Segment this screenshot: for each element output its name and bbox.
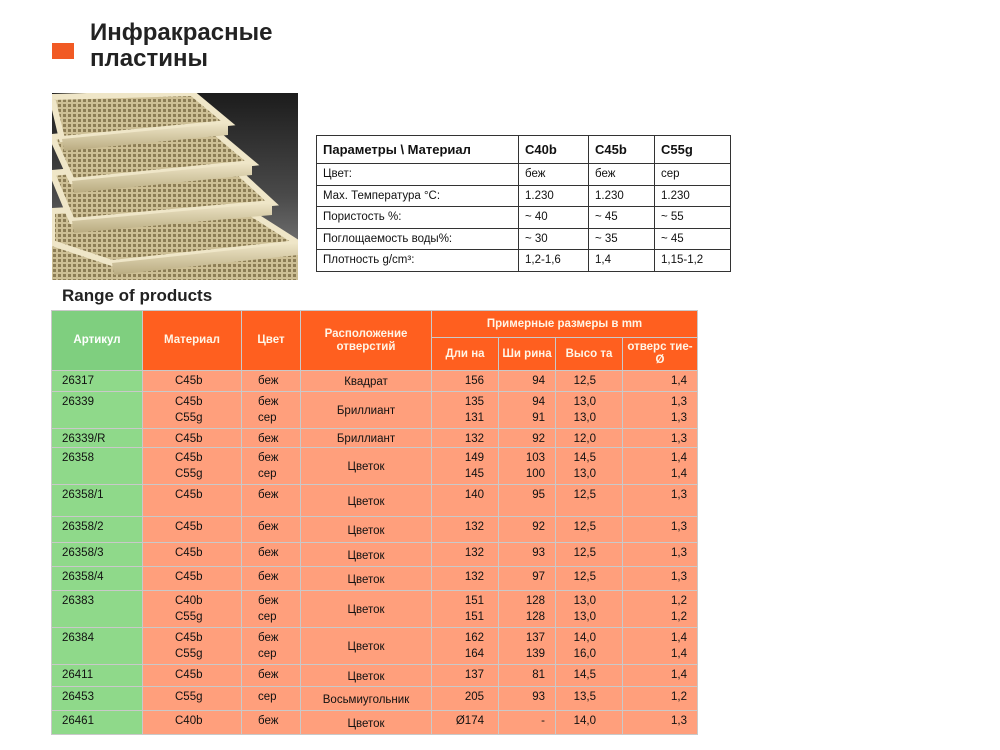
product-length: 205 bbox=[432, 687, 499, 711]
product-hole-pattern: Цветок bbox=[301, 665, 432, 687]
product-length: 140 bbox=[432, 485, 499, 517]
params-cell: C45b bbox=[589, 136, 655, 164]
title-line-1: Инфракрасные bbox=[90, 19, 273, 46]
product-length: 162 164 bbox=[432, 628, 499, 665]
ceramic-plates-photo bbox=[52, 93, 298, 280]
header-width: Ши рина bbox=[499, 338, 556, 371]
header-article: Артикул bbox=[52, 311, 143, 371]
product-height: 12,5 bbox=[556, 485, 623, 517]
product-article: 26358/2 bbox=[52, 517, 143, 543]
header-material: Материал bbox=[143, 311, 242, 371]
product-color: беж bbox=[242, 711, 301, 735]
product-hole-pattern: Восьмиугольник bbox=[301, 687, 432, 711]
product-hole-pattern: Бриллиант bbox=[301, 392, 432, 429]
product-material: C45b bbox=[143, 665, 242, 687]
product-height: 14,5 bbox=[556, 665, 623, 687]
params-cell: сер bbox=[655, 164, 731, 186]
product-hole-diameter: 1,3 bbox=[623, 485, 698, 517]
product-material: C45b bbox=[143, 371, 242, 392]
product-color: беж сер bbox=[242, 448, 301, 485]
product-row bbox=[52, 448, 698, 485]
product-color: беж bbox=[242, 543, 301, 567]
product-row bbox=[52, 371, 698, 392]
product-material: C45b bbox=[143, 567, 242, 591]
product-width: 92 bbox=[499, 429, 556, 448]
product-article: 26384 bbox=[52, 628, 143, 665]
product-width: 128 128 bbox=[499, 591, 556, 628]
params-cell: Пористость %: bbox=[317, 207, 519, 229]
product-material: C45b bbox=[143, 543, 242, 567]
params-cell: Max. Температура °C: bbox=[317, 185, 519, 207]
product-hole-pattern: Цветок bbox=[301, 628, 432, 665]
product-hole-diameter: 1,3 bbox=[623, 711, 698, 735]
product-material: C45b bbox=[143, 429, 242, 448]
product-width: 93 bbox=[499, 687, 556, 711]
product-width: 95 bbox=[499, 485, 556, 517]
product-row bbox=[52, 711, 698, 735]
header-length: Дли на bbox=[432, 338, 499, 371]
product-row bbox=[52, 429, 698, 448]
product-color: беж сер bbox=[242, 628, 301, 665]
product-article: 26339/R bbox=[52, 429, 143, 448]
params-row bbox=[317, 250, 731, 272]
product-hole-diameter: 1,3 bbox=[623, 429, 698, 448]
product-height: 14,0 bbox=[556, 711, 623, 735]
product-article: 26358/1 bbox=[52, 485, 143, 517]
product-row bbox=[52, 392, 698, 429]
product-hole-pattern: Цветок bbox=[301, 448, 432, 485]
product-material: C40b bbox=[143, 711, 242, 735]
product-color: беж bbox=[242, 517, 301, 543]
product-height: 13,5 bbox=[556, 687, 623, 711]
product-height: 12,5 bbox=[556, 567, 623, 591]
params-cell: ~ 30 bbox=[519, 228, 589, 250]
product-color: беж bbox=[242, 485, 301, 517]
orange-bullet-icon bbox=[52, 43, 74, 59]
product-article: 26461 bbox=[52, 711, 143, 735]
product-material: C45b bbox=[143, 485, 242, 517]
product-hole-diameter: 1,4 bbox=[623, 371, 698, 392]
product-article: 26453 bbox=[52, 687, 143, 711]
params-cell: ~ 55 bbox=[655, 207, 731, 229]
product-article: 26383 bbox=[52, 591, 143, 628]
product-width: 81 bbox=[499, 665, 556, 687]
ceramic-plates-illustration bbox=[52, 93, 298, 280]
product-article: 26358/4 bbox=[52, 567, 143, 591]
product-hole-diameter: 1,3 bbox=[623, 517, 698, 543]
product-height: 12,0 bbox=[556, 429, 623, 448]
params-cell: C55g bbox=[655, 136, 731, 164]
product-color: беж bbox=[242, 371, 301, 392]
product-hole-diameter: 1,4 1,4 bbox=[623, 448, 698, 485]
product-material: C45b bbox=[143, 517, 242, 543]
product-width: 97 bbox=[499, 567, 556, 591]
params-row bbox=[317, 228, 731, 250]
product-hole-diameter: 1,4 1,4 bbox=[623, 628, 698, 665]
product-height: 13,0 13,0 bbox=[556, 392, 623, 429]
product-height: 14,0 16,0 bbox=[556, 628, 623, 665]
product-height: 12,5 bbox=[556, 543, 623, 567]
params-cell: Плотность g/cm³: bbox=[317, 250, 519, 272]
product-color: беж bbox=[242, 567, 301, 591]
product-row bbox=[52, 543, 698, 567]
product-width: 92 bbox=[499, 517, 556, 543]
params-row bbox=[317, 185, 731, 207]
product-color: беж сер bbox=[242, 392, 301, 429]
material-parameters-table bbox=[316, 135, 731, 272]
product-article: 26411 bbox=[52, 665, 143, 687]
product-width: - bbox=[499, 711, 556, 735]
params-cell: 1,4 bbox=[589, 250, 655, 272]
product-hole-diameter: 1,3 bbox=[623, 543, 698, 567]
product-article: 26339 bbox=[52, 392, 143, 429]
params-cell: 1.230 bbox=[589, 185, 655, 207]
product-height: 13,0 13,0 bbox=[556, 591, 623, 628]
product-length: 132 bbox=[432, 517, 499, 543]
product-length: 137 bbox=[432, 665, 499, 687]
product-color: сер bbox=[242, 687, 301, 711]
product-material: C55g bbox=[143, 687, 242, 711]
product-color: беж bbox=[242, 429, 301, 448]
params-cell: ~ 45 bbox=[655, 228, 731, 250]
params-cell: беж bbox=[519, 164, 589, 186]
header-dimensions: Примерные размеры в mm bbox=[432, 311, 698, 338]
product-row bbox=[52, 517, 698, 543]
params-cell: ~ 35 bbox=[589, 228, 655, 250]
product-height: 14,5 13,0 bbox=[556, 448, 623, 485]
product-row bbox=[52, 628, 698, 665]
params-cell: ~ 40 bbox=[519, 207, 589, 229]
product-length: Ø174 bbox=[432, 711, 499, 735]
product-width: 94 bbox=[499, 371, 556, 392]
products-table bbox=[51, 310, 698, 735]
product-color: беж bbox=[242, 665, 301, 687]
product-article: 26358/3 bbox=[52, 543, 143, 567]
params-cell: Параметры \ Материал bbox=[317, 136, 519, 164]
product-width: 93 bbox=[499, 543, 556, 567]
product-row bbox=[52, 485, 698, 517]
product-article: 26358 bbox=[52, 448, 143, 485]
product-height: 12,5 bbox=[556, 371, 623, 392]
product-height: 12,5 bbox=[556, 517, 623, 543]
product-width: 137 139 bbox=[499, 628, 556, 665]
params-cell: Цвет: bbox=[317, 164, 519, 186]
header-holes: Расположение отверстий bbox=[301, 311, 432, 371]
product-hole-pattern: Цветок bbox=[301, 567, 432, 591]
product-hole-diameter: 1,3 1,3 bbox=[623, 392, 698, 429]
product-hole-diameter: 1,3 bbox=[623, 567, 698, 591]
params-cell: беж bbox=[589, 164, 655, 186]
product-length: 132 bbox=[432, 567, 499, 591]
product-hole-pattern: Квадрат bbox=[301, 371, 432, 392]
params-cell: 1.230 bbox=[655, 185, 731, 207]
product-width: 103 100 bbox=[499, 448, 556, 485]
product-hole-pattern: Цветок bbox=[301, 591, 432, 628]
product-color: беж сер bbox=[242, 591, 301, 628]
params-cell: 1,2-1,6 bbox=[519, 250, 589, 272]
product-length: 132 bbox=[432, 429, 499, 448]
product-length: 156 bbox=[432, 371, 499, 392]
product-length: 135 131 bbox=[432, 392, 499, 429]
params-cell: ~ 45 bbox=[589, 207, 655, 229]
page-title bbox=[90, 20, 272, 72]
product-article: 26317 bbox=[52, 371, 143, 392]
range-of-products-heading: Range of products bbox=[62, 286, 213, 305]
params-cell: C40b bbox=[519, 136, 589, 164]
product-row bbox=[52, 591, 698, 628]
product-hole-pattern: Цветок bbox=[301, 543, 432, 567]
product-length: 151 151 bbox=[432, 591, 499, 628]
params-cell: 1.230 bbox=[519, 185, 589, 207]
product-hole-diameter: 1,2 bbox=[623, 687, 698, 711]
params-cell: 1,15-1,2 bbox=[655, 250, 731, 272]
params-cell: Поглощаемость воды%: bbox=[317, 228, 519, 250]
product-length: 132 bbox=[432, 543, 499, 567]
params-header-row bbox=[317, 136, 731, 164]
product-hole-diameter: 1,2 1,2 bbox=[623, 591, 698, 628]
product-length: 149 145 bbox=[432, 448, 499, 485]
title-line-2: пластины bbox=[90, 45, 208, 72]
header-color: Цвет bbox=[242, 311, 301, 371]
product-material: C45b C55g bbox=[143, 628, 242, 665]
product-hole-diameter: 1,4 bbox=[623, 665, 698, 687]
product-row bbox=[52, 665, 698, 687]
params-row bbox=[317, 164, 731, 186]
product-material: C40b C55g bbox=[143, 591, 242, 628]
header-height: Высо та bbox=[556, 338, 623, 371]
product-hole-pattern: Цветок bbox=[301, 485, 432, 517]
product-material: C45b C55g bbox=[143, 392, 242, 429]
header-hole-diameter: отверс тие-Ø bbox=[623, 338, 698, 371]
product-hole-pattern: Бриллиант bbox=[301, 429, 432, 448]
product-material: C45b C55g bbox=[143, 448, 242, 485]
product-row bbox=[52, 567, 698, 591]
product-row bbox=[52, 687, 698, 711]
product-hole-pattern: Цветок bbox=[301, 711, 432, 735]
product-hole-pattern: Цветок bbox=[301, 517, 432, 543]
product-width: 94 91 bbox=[499, 392, 556, 429]
params-row bbox=[317, 207, 731, 229]
